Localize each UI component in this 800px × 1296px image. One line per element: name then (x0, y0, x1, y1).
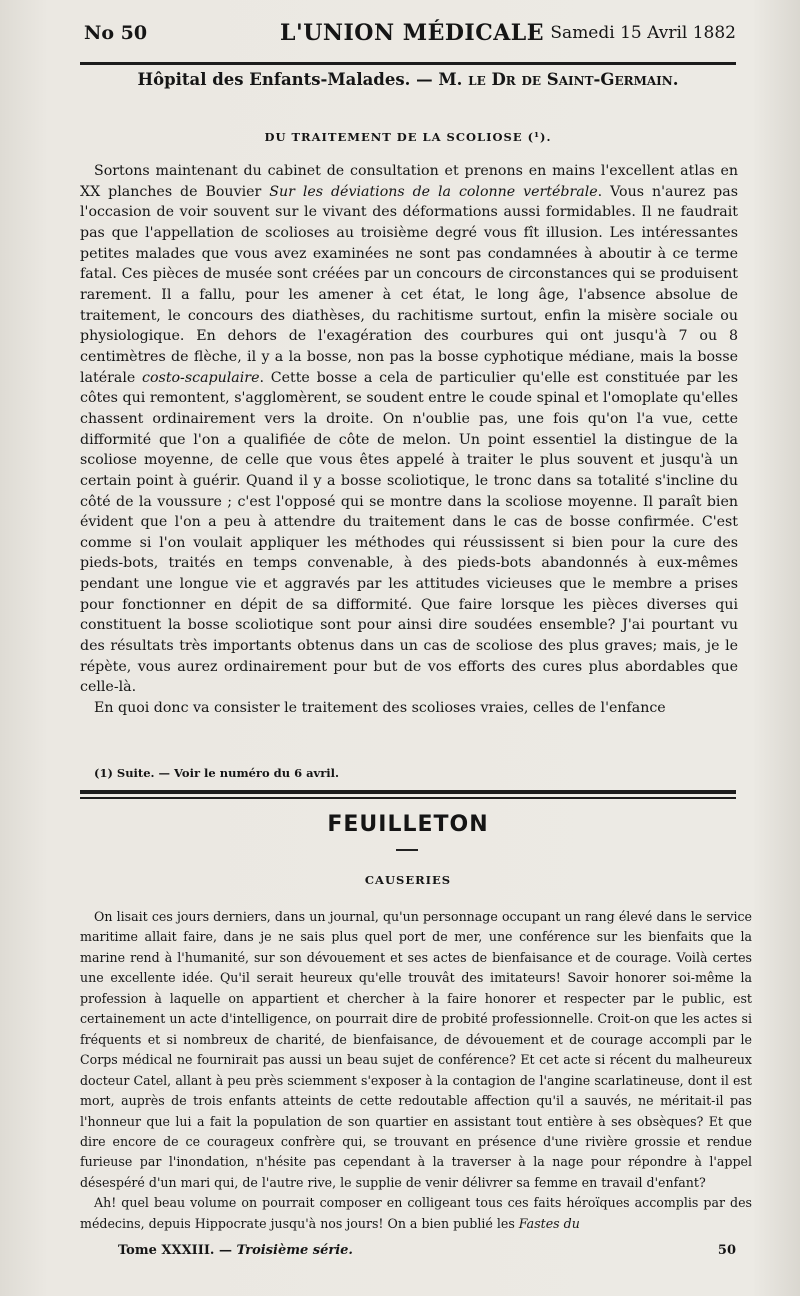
feuilleton-divider (396, 849, 418, 851)
page-footer (80, 1243, 736, 1263)
article-paragraph: Sortons maintenant du cabinet de consultation et prenons en mains l'excellent atlas en XX planches de Bouvier Sur les déviations de la colonne vertébrale. Vous n'aurez pas l'occasion de voir souvent sur le vivant des déformations aussi formidables. Il ne faudrait pas que l'appellation de scolioses au troisième degré vous fît illusion. Les intéressantes petites malades que vous avez examinées ne sont pas condamnées à aboutir à ce terme fatal. Ces pièces de musée sont créées par un concours de circonstances qui se produisent rarement. Il a fallu, pour les amener à cet état, le long âge, l'absence absolue de traitement, le concours des diathèses, du rachitisme surtout, enfin la misère sociale ou physiologique. En dehors de l'exagération des courbures qui ont jusqu'à 7 ou 8 centimètres de flèche, il y a la bosse, non pas la bosse cyphotique médiane, mais la bosse latérale costo-scapulaire. Cette bosse a cela de particulier qu'elle est constituée par les côtes qui remontent, s'agglomèrent, se soudent entre le coude spinal et l'omoplate qu'elles chassent ordinairement vers la droite. On n'oublie pas, une fois qu'on l'a vue, cette difformité que l'on a qualifiée de côte de melon. Un point essentiel la distingue de la scoliose moyenne, de celle que vous êtes appelé à traiter le plus souvent et jusqu'à un certain point à guérir. Quand il y a bosse scoliotique, le tronc dans sa totalité s'incline du côté de la voussure ; c'est l'opposé qui se montre dans la scoliose moyenne. Il paraît bien évident que l'on a peu à attendre du traitement dans le cas de bosse confirmée. C'est comme si l'on voulait appliquer les méthodes qui réussissent si bien pour la cure des pieds-bots, traités en temps convenable, à des pieds-bots abandonnés à eux-mêmes pendant une longue vie et aggravés par les attitudes vicieuses que le membre a prises pour fonctionner en dépit de sa difformité. Que faire lorsque les pièces diverses qui constituent la bosse scoliotique sont pour ainsi dire soudées ensemble? J'ai pourtant vu des résultats très importants obtenus dans un cas de scoliose des plus graves; mais, je le répète, vous aurez ordinairement pour but de vos efforts des cures plus abordables que celle-là. (80, 163, 739, 696)
hospital-name: Hôpital des Enfants-Malades. (137, 70, 411, 89)
feuilleton-title: FEUILLETON (327, 812, 489, 837)
feuilleton-body (80, 907, 752, 1234)
feuilleton-paragraph: On lisait ces jours derniers, dans un journal, qu'un personnage occupant un rang élevé dans le service maritime allait faire, dans je ne sais plus quel port de mer, une conférence sur les bienfaits que la marine rend à l'humanité, sur son dévouement et ses actes de bienfaisance et de courage. Voilà certes une excellente idée. Qu'il serait heureux qu'elle trouvât des imitateurs! Savoir honorer soi-même la profession à laquelle on appartient et chercher à la faire honorer et respecter par le public, est certainement un acte d'intelligence, on pourrait dire de probité professionnelle. Croit-on que les actes si fréquents et si nombreux de charité, de bienfaisance, de dévouement et de courage accompli par le Corps médical ne fournirait pas aussi un beau sujet de conférence? Et cet acte si récent du malheureux docteur Catel, allant à peu près sciemment s'exposer à la contagion de l'angine scarlatineuse, dont il est mort, auprès de trois enfants atteints de cette redoutable affection qu'il a sauvés, ne méritait-il pas l'honneur que lui a fait la population de son quartier en assistant tout entière à ses obsèques? Et que dire encore de ce courageux confrère qui, se trouvant en présence d'une rivière grossie et rendue furieuse par l'inondation, n'hésite pas cependant à la traverser à la nage pour répondre à l'appel désespéré d'un mari qui, de l'autre rive, le supplie de venir délivrer sa femme en travail d'enfant? (80, 909, 752, 1190)
header-rule (80, 62, 736, 65)
fastes-title: Fastes du (518, 1215, 580, 1231)
feuilleton-rule-thin (80, 797, 736, 799)
article-heading (80, 70, 736, 96)
book-title: Sur les déviations de la colonne vertébrale (269, 183, 598, 200)
tome-info: Tome XXXIII. — Troisième série. (118, 1243, 353, 1258)
term-costo-scapulaire: costo-scapulaire (142, 369, 260, 386)
issue-number: No 50 (84, 22, 148, 44)
article-author: — M. le Dr de Saint-Germain. (416, 70, 679, 89)
issue-date: Samedi 15 Avril 1882 (550, 23, 736, 43)
article-paragraph: En quoi donc va consister le traitement des scolioses vraies, celles de l'enfance (94, 700, 666, 717)
page-number: 50 (717, 1243, 736, 1258)
article-body (80, 161, 738, 719)
footnote: (1) Suite. — Voir le numéro du 6 avril. (94, 766, 340, 780)
section-title: DU TRAITEMENT DE LA SCOLIOSE (¹). (264, 130, 552, 144)
feuilleton-subtitle: CAUSERIES (364, 873, 452, 887)
series-label: Troisième série. (236, 1243, 353, 1258)
page-header (84, 22, 736, 50)
feuilleton-rule-thick (80, 790, 736, 794)
feuilleton-paragraph: Ah! quel beau volume on pourrait composer en colligeant tous ces faits héroïques accomplis par des médecins, depuis Hippocrate jusqu'à nos jours! On a bien publié les Fastes du (80, 1195, 752, 1231)
journal-title: L'UNION MÉDICALE (280, 20, 545, 46)
